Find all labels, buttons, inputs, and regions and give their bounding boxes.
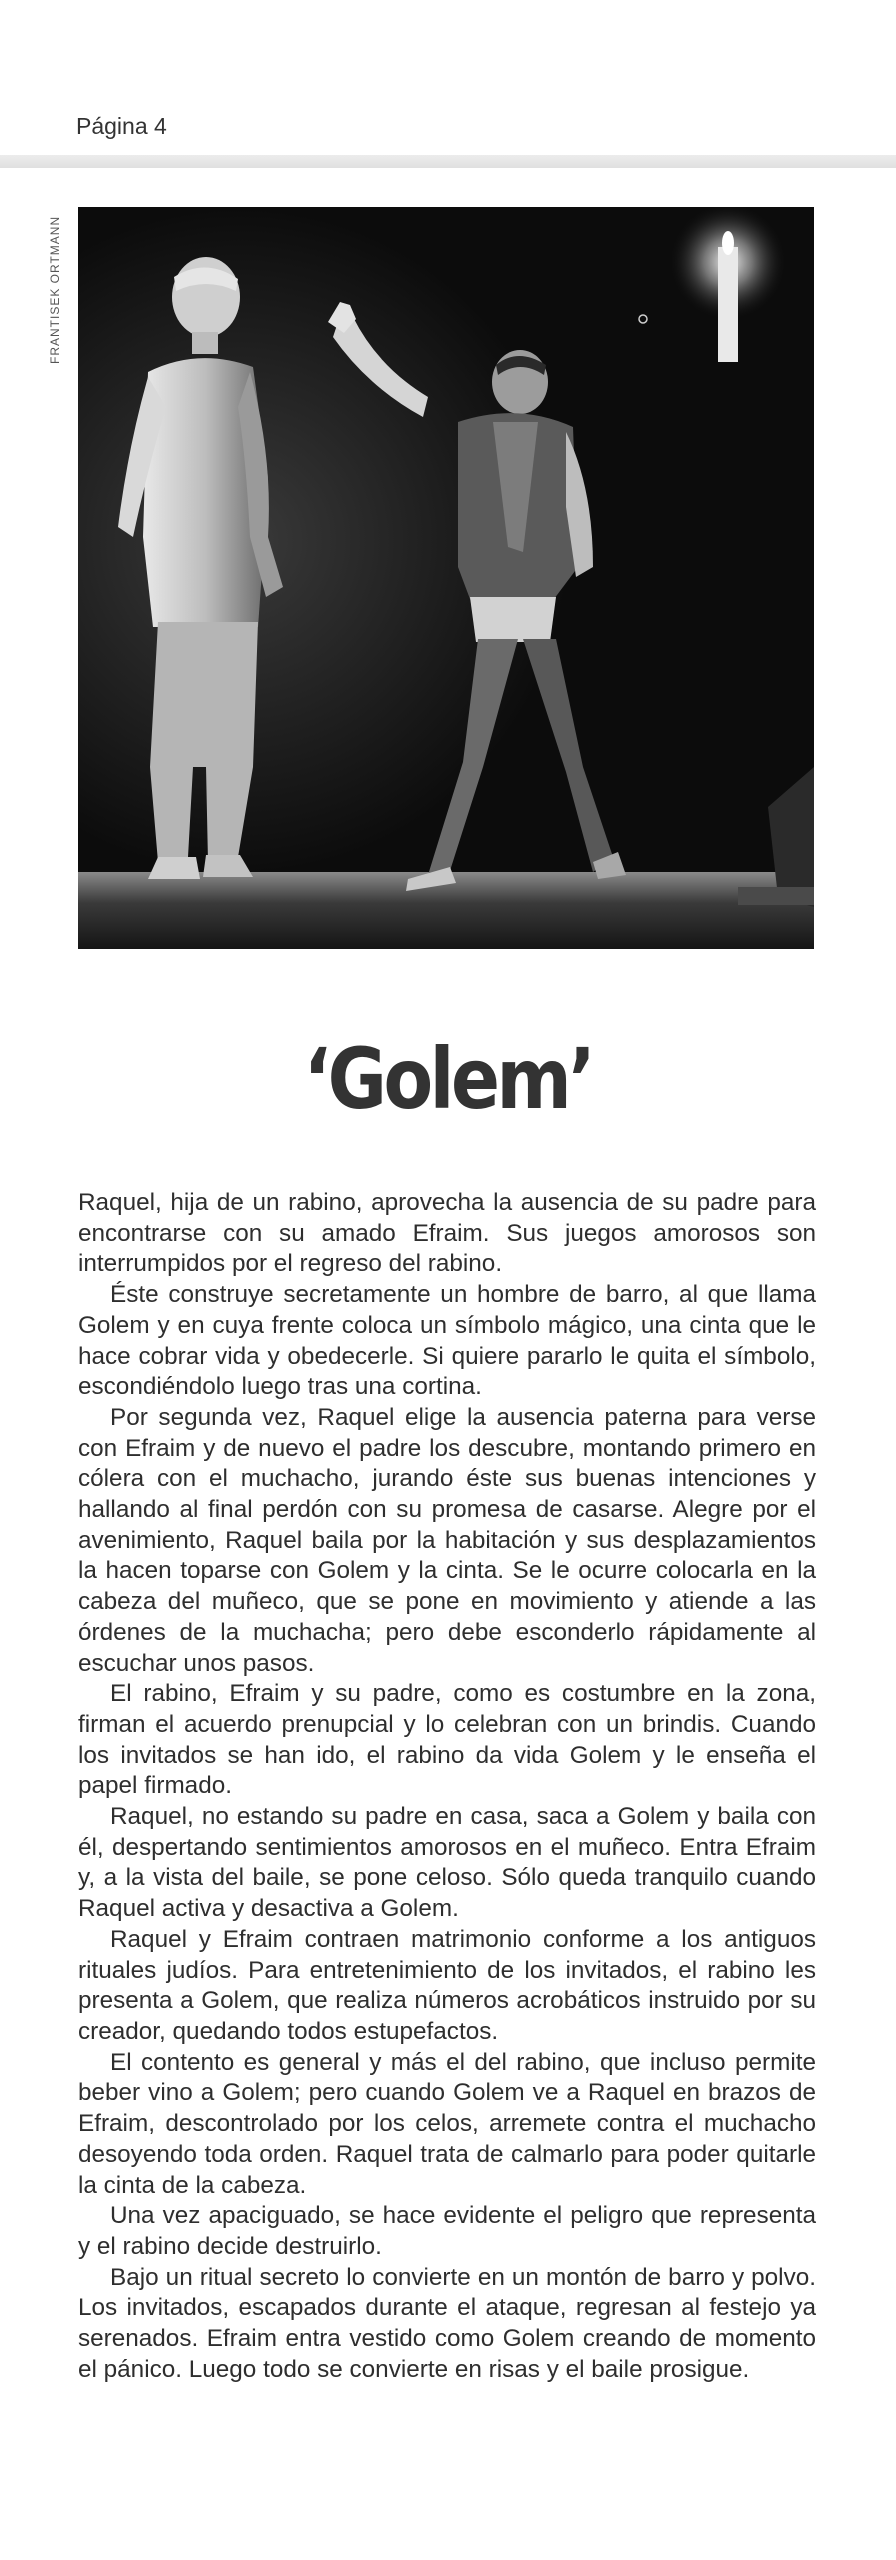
article-title: ‘Golem’ (303, 1030, 593, 1128)
photo-credit: FRANTISEK ORTMANN (48, 215, 62, 365)
article-paragraph: Por segunda vez, Raquel elige la ausencia paterna para verse con Efraim y de nuevo el padre los descubre, montando primero en cólera con el muchacho, jurando éste sus buenas intenciones y hallando al final perdón con su promesa de casarse. Alegre por el avenimiento, Raquel baila por la habitación y sus desplazamientos la hacen toparse con Golem y la cinta. Se le ocurre colocarla en la cabeza del muñeco, que se pone en movimiento y atiende a las órdenes de la muchacha; pero debe esconderlo rápidamente al escuchar unos pasos. (78, 1403, 816, 1677)
candle (718, 247, 738, 362)
article-paragraph: El rabino, Efraim y su padre, como es costumbre en la zona, firman el acuerdo prenupcial y lo celebran con un brindis. Cuando los invitados se han ido, el rabino da vida Golem y le enseña el papel firmado. (78, 1680, 816, 1800)
article-paragraph: Bajo un ritual secreto lo convierte en un montón de barro y polvo. Los invitados, escapados durante el ataque, regresan al festejo ya serenados. Efraim entra vestido como Golem creando de momento el pánico. Luego todo se convierte en risas y el baile prosigue. (78, 2263, 816, 2383)
article-paragraph: Raquel y Efraim contraen matrimonio conforme a los antiguos rituales judíos. Para entretenimiento de los invitados, el rabino les presenta a Golem, que realiza números acrobáticos instruido por su creador, quedando todos estupefactos. (78, 1925, 816, 2045)
article-paragraph: Raquel, hija de un rabino, aprovecha la ausencia de su padre para encontrarse con su amado Efraim. Sus juegos amorosos son interrumpidos por el regreso del rabino. (78, 1189, 816, 1278)
header-band (0, 155, 896, 168)
article-paragraph: Éste construye secretamente un hombre de barro, al que llama Golem y en cuya frente coloca un símbolo mágico, una cinta que le hace cobrar vida y obedecerle. Si quiere pararlo le quita el símbolo, escondiéndolo luego tras una cortina. (78, 1281, 816, 1401)
article-body (78, 1188, 816, 2385)
article-paragraph: Raquel, no estando su padre en casa, saca a Golem y baila con él, despertando sentimientos amorosos en el muñeco. Entra Efraim y, a la vista del baile, se pone celoso. Sólo queda tranquilo cuando Raquel activa y desactiva a Golem. (78, 1803, 816, 1923)
stage-photo (78, 207, 814, 949)
page-number: Página 4 (76, 113, 167, 139)
article-paragraph: Una vez apaciguado, se hace evidente el peligro que representa y el rabino decide destruirlo. (78, 2202, 816, 2260)
stage-photo-illustration (78, 207, 814, 949)
article-paragraph: El contento es general y más el del rabino, que incluso permite beber vino a Golem; pero cuando Golem ve a Raquel en brazos de Efraim, descontrolado por los celos, arremete contra el muchacho desoyendo toda orden. Raquel trata de calmarlo para poder quitarle la cinta de la cabeza. (78, 2048, 816, 2199)
